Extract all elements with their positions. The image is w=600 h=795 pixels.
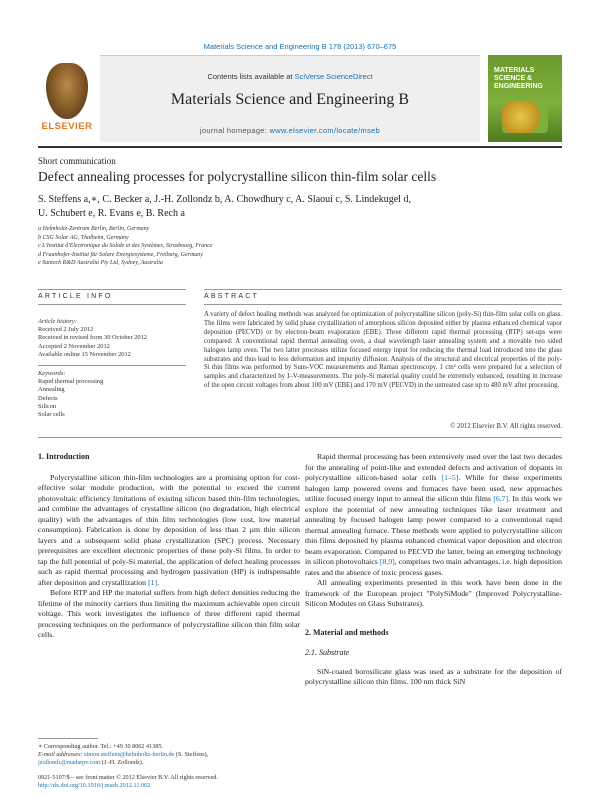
affiliation: c L'Institut d'Electronique du Solide et des Systèmes, Strasbourg, France xyxy=(38,243,213,250)
article-type: Short communication xyxy=(38,156,116,166)
corresponding-author-footnote: ∗ Corresponding author. Tel.: +49 30 8062 41385. E-mail addresses: simon.steffens@helmholtz-berlin.de (S. Steffens), jzollondz@madarpv.com (J.-H. Zollondz). xyxy=(38,743,209,766)
citation-link[interactable]: [6,7] xyxy=(493,494,509,503)
abstract-heading: ABSTRACT xyxy=(204,293,259,300)
citation-link[interactable]: [1] xyxy=(148,577,158,587)
abstract-text: A variety of defect healing methods was analyzed for optimization of polycrystalline silicon (poly-Si) thin-film solar cells on glass. The films were fabricated by solid phase crystallization of amorphous silicon deposited either by plasma enhanced chemical vapor deposition (PECVD) or by electron-beam evaporation (EBE). Three different rapid thermal processing (RTP) set-ups were compared: A conventional rapid thermal annealing oven, a dual wavelength laser annealing system and a movable two sided halogen lamp oven. The two latter processes utilize focused energy input for reducing the thermal load introduced into the glass substrates and thus lead to less deformation and impurity diffusion. Analysis of the structural and electrical properties of the poly-Si thin films was performed by Suns-VOC measurements and Raman spectroscopy. 1 cm² cells were prepared for a selection of samples and characterized by I–V-measurements. The poly-Si material quality could be extremely enhanced, resulting in increase of the open circuit voltages from about 100 mV (EBE) and 170 mV (PECVD) in the untreated case up to 480 mV after processing. xyxy=(204,311,562,390)
history-item: Received in revised form 30 October 2012 xyxy=(38,334,147,342)
email-link[interactable]: simon.steffens@helmholtz-berlin.de xyxy=(84,751,175,758)
keyword: Annealing xyxy=(38,386,65,394)
journal-citation[interactable]: Materials Science and Engineering B 178 (2013) 670–675 xyxy=(203,42,397,51)
history-item: Accepted 2 November 2012 xyxy=(38,342,110,350)
affiliation: d Fraunhofer-Institut für Solare Energiesysteme, Freiburg, Germany xyxy=(38,251,203,258)
journal-title: Materials Science and Engineering B xyxy=(170,91,410,108)
substrate-subheading: 2.1. Substrate xyxy=(305,648,350,657)
author-line[interactable]: U. Schubert e, R. Evans e, B. Rech a xyxy=(38,208,185,219)
elsevier-tree-icon xyxy=(46,63,88,119)
sciencedirect-link[interactable]: SciVerse ScienceDirect xyxy=(294,72,373,81)
publisher-name: ELSEVIER xyxy=(41,121,93,132)
intro-paragraph: Before RTP and HP the material suffers from high defect densities reducing the lifetime of the minority carriers thus limiting the maximum achievable open circuit voltage. This work investigates the influence of three different rapid thermal processing techniques on the performance of polycrystalline silicon thin film solar cells. xyxy=(38,588,300,639)
article-info-heading: ARTICLE INFO xyxy=(38,293,113,300)
paper-title: Defect annealing processes for polycrystalline silicon thin-film solar cells xyxy=(38,169,437,184)
journal-cover-image[interactable] xyxy=(488,55,562,142)
body-paragraph: Rapid thermal processing has been extensively used over the last two decades for the annealing of point-like and extended defects and activation of dopants in polycrystalline silicon-based solar cells [1–5]. While for these experiments halogen lamp powered ovens and furnaces have been used, new approaches utilize focused energy input to anneal the silicon thin films [6,7]. In this work we explore the potential of new annealing techniques like laser treatment and annealing by focused halogen lamp power compared to a conventional rapid thermal annealing furnace. These methods were applied to polycrystalline silicon thin films deposited by plasma enhanced chemical vapor deposition and electron beam evaporation. Compared to PECVD the latter, being an emerging technology in silicon photovoltaics [8,9], comprises two main advantages, i.e. high deposition rates and the absence of toxic process gases. xyxy=(305,452,563,577)
history-item: Received 2 July 2012 xyxy=(38,326,94,334)
info-divider xyxy=(38,365,186,366)
body-paragraph: All annealing experiments presented in this work have been done in the framework of the European project "PolySiMode" (Improved Polycrystalline-Silicon Modules on Glass Substrates). xyxy=(305,578,562,608)
copyright-notice: © 2012 Elsevier B.V. All rights reserved. xyxy=(450,423,562,430)
cover-artwork xyxy=(502,101,548,133)
intro-paragraph: Polycrystalline silicon thin-film technologies are a promising option for cost-effective solar module production, with the potential to exceed the current photovoltaic efficiency limitations of existing silicon based thin-film technologies, and combine the advantages of crystalline silicon (no degradation, high electrical quality) with the advantages of thin film technologies (low cost, low material consumption). Fabrication is done by deposition of less than 2 µm thin silicon layers and a subsequent solid phase crystallization (SPC) process. Necessary prerequisites are excellent electronic properties of these poly-Si films. In order to tap the full potential of poly-Si material, the application of defect healing processes such as rapid thermal processing and hydrogen passivation (HP) is indispensable after deposition and crystallization [1]. xyxy=(38,472,300,587)
citation-link[interactable]: [8,9] xyxy=(379,557,395,566)
keyword: Silicon xyxy=(38,402,57,410)
header-divider xyxy=(38,146,562,148)
intro-heading: 1. Introduction xyxy=(38,452,90,461)
keyword: Solar cells xyxy=(38,411,65,419)
left-column xyxy=(38,452,300,641)
article-info xyxy=(38,318,186,419)
affiliation: b CSG Solar AG, Thalheim, Germany xyxy=(38,234,129,241)
keywords-label: Keywords: xyxy=(38,370,66,378)
email-link[interactable]: jzollondz@madarpv.com xyxy=(38,759,101,766)
author-line[interactable]: S. Steffens a,∗, C. Becker a, J.-H. Zollondz b, A. Chowdhury c, A. Slaoui c, S. Lindekugel d, xyxy=(38,194,411,205)
article-info-rule-top xyxy=(38,289,186,290)
contents-line: Contents lists available at SciVerse ScienceDirect xyxy=(207,72,373,81)
journal-masthead xyxy=(100,55,480,142)
affiliation: a Helmholtz-Zentrum Berlin, Berlin, Germany xyxy=(38,226,150,232)
footnote-rule xyxy=(38,738,98,739)
article-info-rule-bottom xyxy=(38,304,186,305)
abstract-rule-bottom xyxy=(204,304,562,305)
cover-title: MATERIALS SCIENCE & ENGINEERING xyxy=(494,67,544,90)
author-list xyxy=(38,193,558,221)
journal-homepage: journal homepage: www.elsevier.com/locate/mseb xyxy=(199,126,381,135)
affiliation: e Suntech R&D Australia Pty Ltd, Sydney, Australia xyxy=(38,260,163,267)
issn-line: 0921-5107/$ – see front matter © 2012 Elsevier B.V. All rights reserved. xyxy=(38,774,218,781)
affiliations xyxy=(38,225,438,268)
methods-heading: 2. Material and methods xyxy=(305,627,389,637)
keyword: Defects xyxy=(38,394,58,402)
elsevier-logo[interactable] xyxy=(38,55,96,138)
right-column xyxy=(305,452,562,688)
citation-link[interactable]: [1–5] xyxy=(441,473,459,482)
body-paragraph: SiN-coated borosilicate glass was used as a substrate for the deposition of polycrystalline silicon thin films. 100 nm thick SiN xyxy=(305,666,562,686)
journal-header xyxy=(38,55,562,142)
history-label: Article history: xyxy=(38,318,77,325)
history-item: Available online 15 November 2012 xyxy=(38,350,131,358)
issn-doi xyxy=(38,774,300,790)
abstract-rule-top xyxy=(204,289,562,290)
abstract-end-rule xyxy=(38,437,562,438)
doi-link[interactable]: http://dx.doi.org/10.1016/j.mseb.2012.11.002 xyxy=(38,782,151,789)
keyword: Rapid thermal processing xyxy=(38,378,104,386)
homepage-link[interactable]: www.elsevier.com/locate/mseb xyxy=(269,126,381,135)
